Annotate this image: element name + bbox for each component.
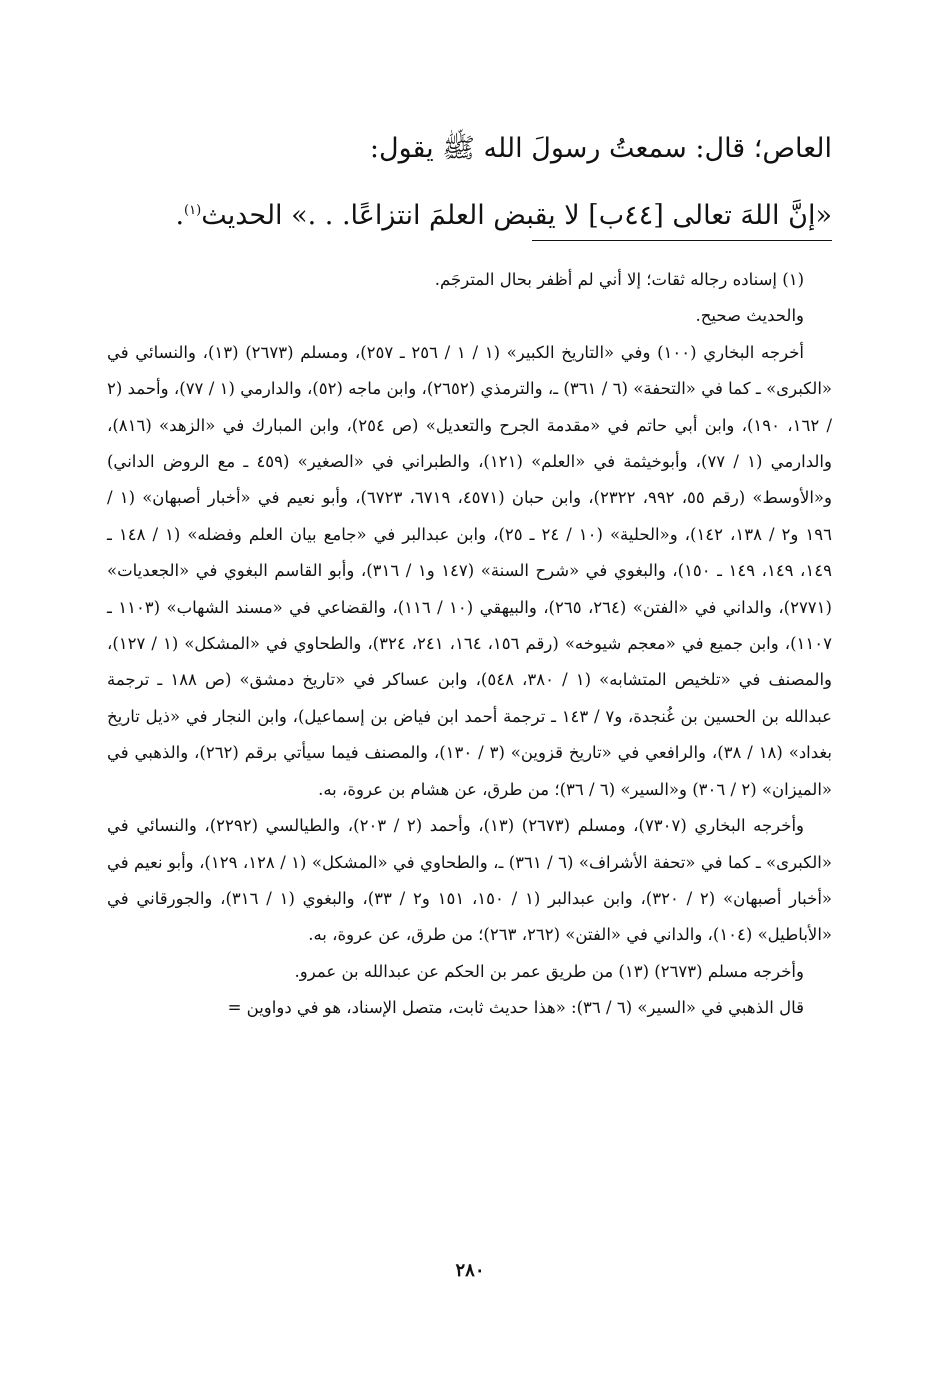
footnote-paragraph-3: أخرجه البخاري (١٠٠) وفي «التاريخ الكبير» (١ / ١ / ٢٥٦ ـ ٢٥٧)، ومسلم (٢٦٧٣) (١٣)، والنسائي في «الكبرى» ـ كما في «التحفة» (٦ / ٣٦١) ـ، والترمذي (٢٦٥٢)، وابن ماجه (٥٢)، والدارمي (١ / ٧٧)، وأحمد (٢ / ١٦٢، ١٩٠)، وابن أبي حاتم في «مقدمة الجرح والتعديل» (ص ٢٥٤)، وابن المبارك في «الزهد» (٨١٦)، والدارمي (١ / ٧٧)، وأبوخيثمة في «العلم» (١٢١)، والطبراني في «الصغير» (٤٥٩ ـ مع الروض الداني) و«الأوسط» (رقم ٥٥، ٩٩٢، ٢٣٢٢)، وابن حبان (٤٥٧١، ٦٧١٩، ٦٧٢٣)، وأبو نعيم في «أخبار أصبهان» (١ / ١٩٦ و٢ / ١٣٨، ١٤٢)، و«الحلية» (١٠ / ٢٤ ـ ٢٥)، وابن عبدالبر في «جامع بيان العلم وفضله» (١ / ١٤٨ ـ ١٤٩، ١٤٩، ١٤٩ ـ ١٥٠)، والبغوي في «شرح السنة» (١٤٧ و١ / ٣١٦)، وأبو القاسم البغوي في «الجعديات» (٢٧٧١)، والداني في «الفتن» (٢٦٤، ٢٦٥)، والبيهقي (١٠ / ١١٦)، والقضاعي في «مسند الشهاب» (١١٠٣ ـ ١١٠٧)، وابن جميع في «معجم شيوخه» (رقم ١٥٦، ١٦٤، ٢٤١، ٣٢٤)، والطحاوي في «المشكل» (١ / ١٢٧)، والمصنف في «تلخيص المتشابه» (١ / ٣٨٠، ٥٤٨)، وابن عساكر في «تاريخ دمشق» (ص ١٨٨ ـ ترجمة عبدالله بن الحسين بن غُنجدة، و٧ / ١٤٣ ـ ترجمة أحمد ابن فياض بن إسماعيل)، وابن النجار في «ذيل تاريخ بغداد» (١٨ / ٣٨)، والرافعي في «تاريخ قزوين» (٣ / ١٣٠)، والمصنف فيما سيأتي برقم (٢٦٢)، والذهبي في «الميزان» (٢ / ٣٠٦) و«السير» (٦ / ٣٦)؛ من طرق، عن هشام بن عروة، به.	[107, 342, 833, 799]
footnote-paragraph-4: وأخرجه البخاري (٧٣٠٧)، ومسلم (٢٦٧٣) (١٣)، وأحمد (٢ / ٢٠٣)، والطيالسي (٢٢٩٢)، والنسائي في «الكبرى» ـ كما في «تحفة الأشراف» (٦ / ٣٦١) ـ، والطحاوي في «المشكل» (١ / ١٢٨، ١٢٩)، وأبو نعيم في «أخبار أصبهان» (٢ / ٣٢٠)، وابن عبدالبر (١ / ١٥٠، ١٥١ و٢ / ٣٣)، والبغوي (١ / ٣١٦)، والجورقاني في «الأباطيل» (١٠٤)، والداني في «الفتن» (٢٦٢، ٢٦٣)؛ من طرق، عن عروة، به.	[107, 816, 833, 945]
main-line-1-text: العاص؛ قال: سمعتُ رسولَ الله ﷺ يقول:	[369, 133, 832, 164]
footnotes	[107, 262, 832, 1027]
main-text-line-1	[112, 118, 832, 180]
main-text	[112, 118, 832, 247]
footnote-marker: (١)	[184, 203, 202, 218]
main-text-line-2: «إنَّ اللهَ تعالى [٤٤ب] لا يقبض العلمَ انتزاعًا. . .» الحديث$^{(١)}$.	[175, 200, 832, 231]
footnote-separator	[532, 240, 832, 241]
page-number: ٢٨٠	[455, 1260, 485, 1281]
footnote-paragraph-2: والحديث صحيح.	[695, 306, 804, 326]
footnote-paragraph-1: (١) إسناده رجاله ثقات؛ إلا أني لم أظفر بحال المترجَم.	[434, 270, 804, 289]
footnote-paragraph-6: قال الذهبي في «السير» (٦ / ٣٦): «هذا حديث ثابت، متصل الإسناد، هو في دواوين =	[227, 998, 804, 1018]
footnote-paragraph-5: وأخرجه مسلم (٢٦٧٣) (١٣) من طريق عمر بن الحكم عن عبدالله بن عمرو.	[294, 961, 804, 981]
main-line-2-text: «إنَّ اللهَ تعالى [٤٤ب] لا يقبض العلمَ انتزاعًا. . .» الحديث	[201, 200, 832, 231]
